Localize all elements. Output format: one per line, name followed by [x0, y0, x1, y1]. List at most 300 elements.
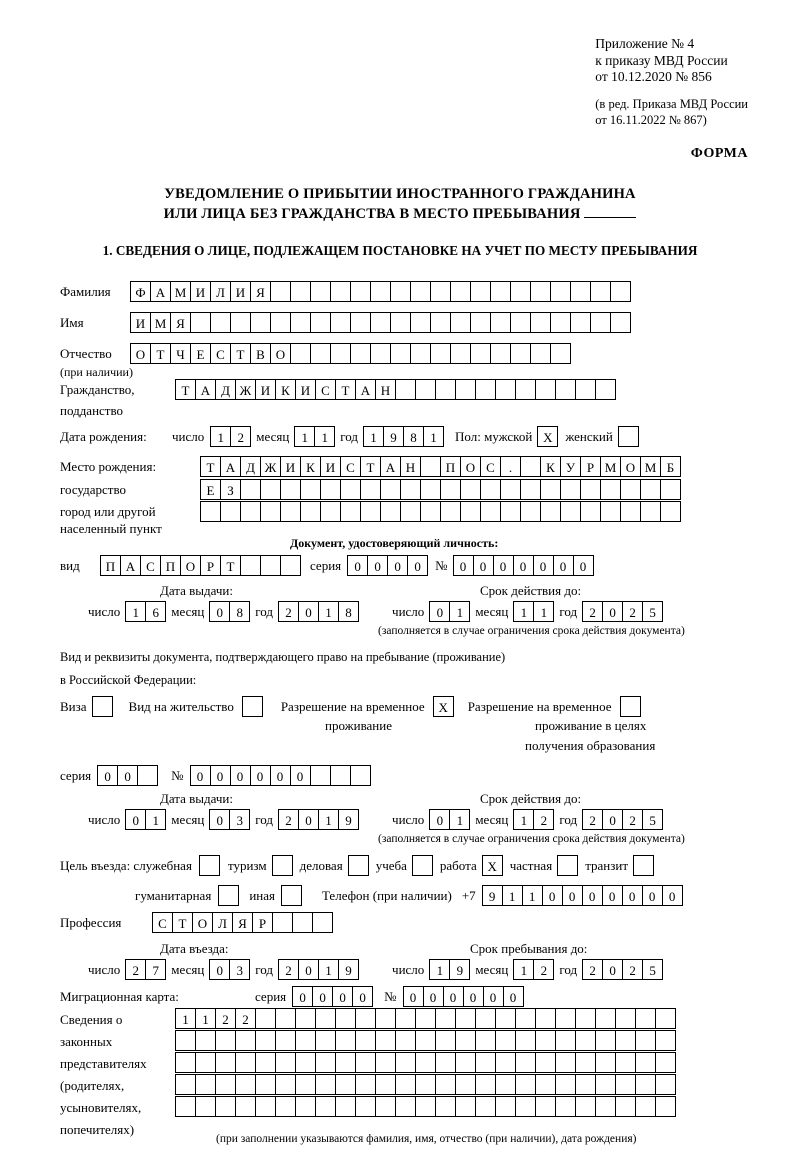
char-cell[interactable]: Е [190, 343, 211, 364]
char-cell[interactable] [660, 501, 681, 522]
char-cell[interactable]: П [160, 555, 181, 576]
char-cell[interactable]: Т [335, 379, 356, 400]
char-cell[interactable] [475, 1074, 496, 1095]
char-cell[interactable]: 1 [449, 809, 470, 830]
char-cell[interactable] [215, 1030, 236, 1051]
char-cell[interactable] [375, 1074, 396, 1095]
char-cell[interactable] [175, 1074, 196, 1095]
char-cell[interactable] [620, 479, 641, 500]
char-cell[interactable] [530, 312, 551, 333]
idoc-series-input[interactable] [347, 555, 427, 576]
char-cell[interactable] [655, 1008, 676, 1029]
idoc-valid-year-input[interactable] [582, 601, 662, 622]
char-cell[interactable]: 2 [278, 601, 299, 622]
char-cell[interactable] [260, 501, 281, 522]
char-cell[interactable]: 0 [429, 601, 450, 622]
char-cell[interactable]: Д [215, 379, 236, 400]
char-cell[interactable]: И [295, 379, 316, 400]
char-cell[interactable] [220, 501, 241, 522]
char-cell[interactable] [175, 1096, 196, 1117]
char-cell[interactable] [370, 281, 391, 302]
char-cell[interactable]: К [275, 379, 296, 400]
char-cell[interactable] [495, 379, 516, 400]
char-cell[interactable]: А [220, 456, 241, 477]
char-cell[interactable] [280, 501, 301, 522]
char-cell[interactable] [495, 1052, 516, 1073]
char-cell[interactable]: 1 [522, 885, 543, 906]
char-cell[interactable]: 8 [229, 601, 250, 622]
char-cell[interactable] [515, 379, 536, 400]
char-cell[interactable]: И [230, 281, 251, 302]
char-cell[interactable]: 9 [383, 426, 404, 447]
char-cell[interactable] [495, 1096, 516, 1117]
char-cell[interactable]: А [195, 379, 216, 400]
entry-year-input[interactable] [278, 959, 358, 980]
char-cell[interactable]: 0 [503, 986, 524, 1007]
char-cell[interactable] [375, 1008, 396, 1029]
char-cell[interactable]: 0 [270, 765, 291, 786]
char-cell[interactable] [535, 1096, 556, 1117]
char-cell[interactable] [175, 1030, 196, 1051]
char-cell[interactable] [310, 312, 331, 333]
char-cell[interactable]: И [280, 456, 301, 477]
char-cell[interactable]: В [250, 343, 271, 364]
char-cell[interactable] [420, 501, 441, 522]
purpose-other-checkbox[interactable] [281, 885, 302, 906]
char-cell[interactable]: С [340, 456, 361, 477]
char-cell[interactable]: 0 [407, 555, 428, 576]
char-cell[interactable]: 1 [423, 426, 444, 447]
char-cell[interactable] [615, 1008, 636, 1029]
char-cell[interactable] [315, 1052, 336, 1073]
char-cell[interactable] [395, 1074, 416, 1095]
char-cell[interactable] [530, 281, 551, 302]
char-cell[interactable] [540, 501, 561, 522]
char-cell[interactable]: 0 [298, 601, 319, 622]
char-cell[interactable]: Я [232, 912, 253, 933]
char-cell[interactable] [400, 479, 421, 500]
char-cell[interactable] [515, 1008, 536, 1029]
char-cell[interactable] [570, 312, 591, 333]
char-cell[interactable] [312, 912, 333, 933]
char-cell[interactable] [575, 1074, 596, 1095]
char-cell[interactable]: 0 [210, 765, 231, 786]
birthplace-input-line-2[interactable] [200, 479, 680, 500]
char-cell[interactable] [590, 281, 611, 302]
char-cell[interactable]: И [130, 312, 151, 333]
birthplace-input-line-3[interactable] [200, 501, 680, 522]
permit-valid-year-input[interactable] [582, 809, 662, 830]
char-cell[interactable]: 9 [482, 885, 503, 906]
char-cell[interactable] [495, 1008, 516, 1029]
char-cell[interactable] [535, 1074, 556, 1095]
char-cell[interactable]: 0 [117, 765, 138, 786]
char-cell[interactable] [515, 1052, 536, 1073]
char-cell[interactable] [340, 479, 361, 500]
char-cell[interactable]: Т [360, 456, 381, 477]
char-cell[interactable]: И [320, 456, 341, 477]
char-cell[interactable]: 1 [502, 885, 523, 906]
permit-issue-month-input[interactable] [209, 809, 249, 830]
char-cell[interactable] [270, 281, 291, 302]
temp-residence-checkbox[interactable]: X [433, 696, 454, 717]
permit-valid-day-input[interactable] [429, 809, 469, 830]
char-cell[interactable] [200, 501, 221, 522]
char-cell[interactable] [195, 1096, 216, 1117]
char-cell[interactable]: П [440, 456, 461, 477]
char-cell[interactable] [295, 1074, 316, 1095]
char-cell[interactable]: Д [240, 456, 261, 477]
char-cell[interactable] [280, 555, 301, 576]
permit-valid-month-input[interactable] [513, 809, 553, 830]
char-cell[interactable]: 0 [292, 986, 313, 1007]
purpose-tourism-checkbox[interactable] [272, 855, 293, 876]
char-cell[interactable]: Р [200, 555, 221, 576]
char-cell[interactable] [595, 1008, 616, 1029]
char-cell[interactable]: С [315, 379, 336, 400]
char-cell[interactable]: Ф [130, 281, 151, 302]
stay-month-input[interactable] [513, 959, 553, 980]
char-cell[interactable] [410, 312, 431, 333]
char-cell[interactable] [210, 312, 231, 333]
purpose-transit-checkbox[interactable] [633, 855, 654, 876]
char-cell[interactable] [235, 1074, 256, 1095]
entry-day-input[interactable] [125, 959, 165, 980]
char-cell[interactable]: 1 [533, 601, 554, 622]
char-cell[interactable] [615, 1096, 636, 1117]
legal-rep-input-line-1[interactable] [175, 1008, 675, 1029]
birth-day-input[interactable] [210, 426, 250, 447]
char-cell[interactable]: И [190, 281, 211, 302]
char-cell[interactable] [655, 1096, 676, 1117]
entry-month-input[interactable] [209, 959, 249, 980]
char-cell[interactable]: 2 [533, 959, 554, 980]
char-cell[interactable]: 0 [230, 765, 251, 786]
char-cell[interactable] [380, 501, 401, 522]
edu-residence-checkbox[interactable] [620, 696, 641, 717]
char-cell[interactable]: 0 [662, 885, 683, 906]
char-cell[interactable]: 6 [145, 601, 166, 622]
char-cell[interactable] [435, 379, 456, 400]
char-cell[interactable] [660, 479, 681, 500]
char-cell[interactable] [460, 501, 481, 522]
char-cell[interactable] [395, 1052, 416, 1073]
char-cell[interactable] [550, 343, 571, 364]
char-cell[interactable] [190, 312, 211, 333]
char-cell[interactable] [475, 379, 496, 400]
permit-number-input[interactable] [190, 765, 370, 786]
char-cell[interactable]: 2 [278, 959, 299, 980]
char-cell[interactable] [655, 1052, 676, 1073]
char-cell[interactable] [215, 1052, 236, 1073]
stay-day-input[interactable] [429, 959, 469, 980]
char-cell[interactable] [455, 1096, 476, 1117]
char-cell[interactable]: 2 [230, 426, 251, 447]
birthplace-input-line-1[interactable] [200, 456, 680, 477]
char-cell[interactable] [575, 379, 596, 400]
char-cell[interactable] [380, 479, 401, 500]
char-cell[interactable] [195, 1052, 216, 1073]
char-cell[interactable]: О [180, 555, 201, 576]
char-cell[interactable]: 0 [347, 555, 368, 576]
char-cell[interactable]: 5 [642, 601, 663, 622]
char-cell[interactable] [510, 312, 531, 333]
char-cell[interactable] [615, 1030, 636, 1051]
char-cell[interactable]: 1 [449, 601, 470, 622]
char-cell[interactable] [555, 1096, 576, 1117]
char-cell[interactable] [540, 479, 561, 500]
char-cell[interactable]: О [270, 343, 291, 364]
char-cell[interactable] [520, 501, 541, 522]
char-cell[interactable] [230, 312, 251, 333]
char-cell[interactable]: 1 [210, 426, 231, 447]
char-cell[interactable] [315, 1074, 336, 1095]
char-cell[interactable]: 9 [338, 959, 359, 980]
char-cell[interactable]: 1 [318, 809, 339, 830]
char-cell[interactable] [320, 501, 341, 522]
char-cell[interactable] [470, 281, 491, 302]
char-cell[interactable] [310, 343, 331, 364]
char-cell[interactable]: 0 [290, 765, 311, 786]
idoc-number-input[interactable] [453, 555, 593, 576]
char-cell[interactable] [435, 1096, 456, 1117]
char-cell[interactable]: С [152, 912, 173, 933]
char-cell[interactable] [655, 1074, 676, 1095]
char-cell[interactable] [260, 479, 281, 500]
char-cell[interactable] [255, 1008, 276, 1029]
char-cell[interactable] [435, 1074, 456, 1095]
char-cell[interactable]: 0 [602, 601, 623, 622]
idoc-issue-day-input[interactable] [125, 601, 165, 622]
char-cell[interactable]: 2 [278, 809, 299, 830]
char-cell[interactable] [395, 1008, 416, 1029]
char-cell[interactable]: 0 [453, 555, 474, 576]
char-cell[interactable]: М [600, 456, 621, 477]
char-cell[interactable]: 1 [145, 809, 166, 830]
char-cell[interactable] [395, 1030, 416, 1051]
char-cell[interactable]: Н [375, 379, 396, 400]
char-cell[interactable] [295, 1008, 316, 1029]
char-cell[interactable] [272, 912, 293, 933]
char-cell[interactable]: З [220, 479, 241, 500]
char-cell[interactable] [580, 479, 601, 500]
char-cell[interactable] [420, 479, 441, 500]
char-cell[interactable] [415, 1074, 436, 1095]
char-cell[interactable] [375, 1096, 396, 1117]
char-cell[interactable]: У [560, 456, 581, 477]
char-cell[interactable] [415, 1008, 436, 1029]
purpose-humanitarian-checkbox[interactable] [218, 885, 239, 906]
char-cell[interactable] [335, 1030, 356, 1051]
char-cell[interactable] [355, 1030, 376, 1051]
char-cell[interactable] [255, 1096, 276, 1117]
char-cell[interactable] [215, 1096, 236, 1117]
char-cell[interactable]: Ч [170, 343, 191, 364]
char-cell[interactable] [435, 1052, 456, 1073]
char-cell[interactable] [310, 765, 331, 786]
char-cell[interactable] [335, 1008, 356, 1029]
legal-rep-input-line-4[interactable] [175, 1074, 675, 1095]
char-cell[interactable] [240, 501, 261, 522]
char-cell[interactable] [595, 1052, 616, 1073]
sex-male-checkbox[interactable]: X [537, 426, 558, 447]
char-cell[interactable]: 1 [513, 601, 534, 622]
char-cell[interactable] [355, 1008, 376, 1029]
char-cell[interactable]: 0 [190, 765, 211, 786]
char-cell[interactable] [330, 281, 351, 302]
char-cell[interactable] [235, 1052, 256, 1073]
char-cell[interactable] [175, 1052, 196, 1073]
char-cell[interactable]: 0 [642, 885, 663, 906]
char-cell[interactable]: 1 [125, 601, 146, 622]
char-cell[interactable]: 0 [423, 986, 444, 1007]
char-cell[interactable] [400, 501, 421, 522]
char-cell[interactable] [280, 479, 301, 500]
char-cell[interactable] [330, 312, 351, 333]
char-cell[interactable] [410, 281, 431, 302]
char-cell[interactable] [315, 1030, 336, 1051]
char-cell[interactable] [355, 1052, 376, 1073]
char-cell[interactable]: 0 [562, 885, 583, 906]
char-cell[interactable] [370, 343, 391, 364]
char-cell[interactable] [475, 1052, 496, 1073]
char-cell[interactable] [500, 501, 521, 522]
char-cell[interactable] [490, 343, 511, 364]
char-cell[interactable]: О [620, 456, 641, 477]
char-cell[interactable]: 0 [332, 986, 353, 1007]
char-cell[interactable]: А [150, 281, 171, 302]
legal-rep-input-line-5[interactable] [175, 1096, 675, 1117]
char-cell[interactable] [355, 1074, 376, 1095]
char-cell[interactable]: 1 [195, 1008, 216, 1029]
char-cell[interactable] [435, 1008, 456, 1029]
char-cell[interactable] [555, 1074, 576, 1095]
char-cell[interactable] [390, 281, 411, 302]
char-cell[interactable] [295, 1096, 316, 1117]
char-cell[interactable] [440, 479, 461, 500]
char-cell[interactable] [555, 1008, 576, 1029]
char-cell[interactable] [495, 1030, 516, 1051]
char-cell[interactable]: Ж [235, 379, 256, 400]
char-cell[interactable] [235, 1096, 256, 1117]
char-cell[interactable] [410, 343, 431, 364]
char-cell[interactable] [515, 1096, 536, 1117]
char-cell[interactable]: 0 [298, 959, 319, 980]
citizenship-input[interactable] [175, 379, 615, 400]
char-cell[interactable] [555, 1052, 576, 1073]
char-cell[interactable] [260, 555, 281, 576]
char-cell[interactable] [330, 765, 351, 786]
char-cell[interactable]: 0 [443, 986, 464, 1007]
migration-number-input[interactable] [403, 986, 523, 1007]
char-cell[interactable] [610, 312, 631, 333]
char-cell[interactable] [390, 312, 411, 333]
char-cell[interactable] [615, 1074, 636, 1095]
char-cell[interactable] [255, 1052, 276, 1073]
char-cell[interactable] [395, 379, 416, 400]
profession-input[interactable] [152, 912, 332, 933]
phone-input[interactable] [482, 885, 682, 906]
char-cell[interactable] [595, 1096, 616, 1117]
char-cell[interactable] [350, 281, 371, 302]
char-cell[interactable]: 0 [298, 809, 319, 830]
char-cell[interactable] [440, 501, 461, 522]
char-cell[interactable]: 2 [582, 601, 603, 622]
char-cell[interactable] [290, 343, 311, 364]
char-cell[interactable] [640, 479, 661, 500]
char-cell[interactable] [535, 1052, 556, 1073]
char-cell[interactable] [390, 343, 411, 364]
char-cell[interactable] [510, 343, 531, 364]
char-cell[interactable]: М [150, 312, 171, 333]
char-cell[interactable] [500, 479, 521, 500]
char-cell[interactable]: 2 [533, 809, 554, 830]
char-cell[interactable] [455, 1008, 476, 1029]
patronymic-input[interactable] [130, 343, 570, 364]
char-cell[interactable]: И [255, 379, 276, 400]
char-cell[interactable] [290, 312, 311, 333]
char-cell[interactable]: К [540, 456, 561, 477]
char-cell[interactable] [420, 456, 441, 477]
char-cell[interactable] [215, 1074, 236, 1095]
char-cell[interactable]: 0 [463, 986, 484, 1007]
char-cell[interactable]: Е [200, 479, 221, 500]
char-cell[interactable]: 0 [473, 555, 494, 576]
char-cell[interactable] [320, 479, 341, 500]
char-cell[interactable] [600, 479, 621, 500]
char-cell[interactable] [415, 1052, 436, 1073]
char-cell[interactable] [240, 555, 261, 576]
char-cell[interactable] [335, 1052, 356, 1073]
char-cell[interactable] [595, 1030, 616, 1051]
char-cell[interactable]: К [300, 456, 321, 477]
char-cell[interactable] [530, 343, 551, 364]
char-cell[interactable]: 0 [429, 809, 450, 830]
char-cell[interactable] [275, 1030, 296, 1051]
name-input[interactable] [130, 312, 630, 333]
char-cell[interactable] [415, 1030, 436, 1051]
char-cell[interactable] [195, 1030, 216, 1051]
char-cell[interactable] [615, 1052, 636, 1073]
char-cell[interactable] [575, 1008, 596, 1029]
char-cell[interactable] [520, 456, 541, 477]
char-cell[interactable] [475, 1008, 496, 1029]
char-cell[interactable]: 1 [175, 1008, 196, 1029]
char-cell[interactable] [575, 1052, 596, 1073]
char-cell[interactable] [475, 1030, 496, 1051]
char-cell[interactable] [560, 501, 581, 522]
char-cell[interactable]: А [120, 555, 141, 576]
purpose-work-checkbox[interactable]: X [482, 855, 503, 876]
char-cell[interactable]: 2 [622, 809, 643, 830]
char-cell[interactable]: 2 [622, 959, 643, 980]
char-cell[interactable] [515, 1074, 536, 1095]
char-cell[interactable] [635, 1096, 656, 1117]
char-cell[interactable] [350, 343, 371, 364]
char-cell[interactable] [535, 1008, 556, 1029]
char-cell[interactable]: М [170, 281, 191, 302]
char-cell[interactable]: 2 [582, 959, 603, 980]
char-cell[interactable] [480, 501, 501, 522]
char-cell[interactable]: 9 [449, 959, 470, 980]
char-cell[interactable]: 1 [318, 959, 339, 980]
purpose-study-checkbox[interactable] [412, 855, 433, 876]
char-cell[interactable] [300, 479, 321, 500]
char-cell[interactable] [275, 1096, 296, 1117]
char-cell[interactable] [310, 281, 331, 302]
char-cell[interactable] [595, 379, 616, 400]
char-cell[interactable] [455, 1074, 476, 1095]
